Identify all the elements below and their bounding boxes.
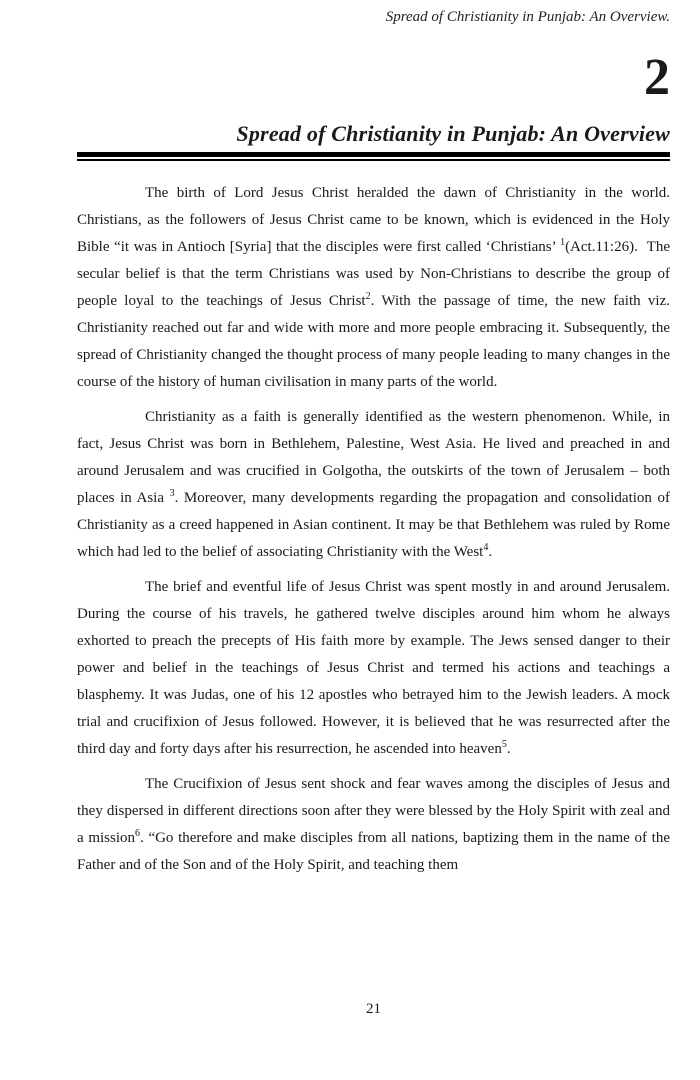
footnote-marker: 2	[365, 291, 371, 302]
footnote-marker: 5	[501, 739, 507, 750]
footnote-marker: 1	[560, 237, 566, 248]
title-rule	[77, 152, 670, 161]
page-number: 21	[366, 1001, 381, 1017]
body-text	[77, 180, 670, 879]
footnote-marker: 4	[483, 542, 489, 553]
chapter-number: 2	[644, 49, 670, 106]
footnote-marker: 3	[169, 488, 175, 499]
paragraph: Christianity as a faith is generally identified as the western phenomenon. While, in fact, Jesus Christ was born in Bethlehem, Palestine, West Asia. He lived and preached in and around Jerusalem and was crucified in Golgotha, the outskirts of the town of Jerusalem – both places in Asia $^3$. Moreover, many developments regarding the propagation and consolidation of Christianity as a creed happened in Asian continent. It may be that Bethlehem was ruled by Rome which had led to the belief of associating Christianity with the West$^4$.	[77, 409, 670, 560]
chapter-title: Spread of Christianity in Punjab: An Overview	[236, 121, 670, 146]
running-head: Spread of Christianity in Punjab: An Overview.	[385, 9, 670, 25]
paragraph: The brief and eventful life of Jesus Christ was spent mostly in and around Jerusalem. During the course of his travels, he gathered twelve disciples around him whom he always exhorted to preach the precepts of His faith more by example. The Jews sensed danger to their power and belief in the teachings of Jesus Christ and termed his actions and teachings a blasphemy. It was Judas, one of his 12 apostles who betrayed him to the Jewish leaders. A mock trial and crucifixion of Jesus followed. However, it is believed that he was resurrected after the third day and forty days after his resurrection, he ascended into heaven$^5$.	[77, 579, 670, 757]
paragraph: The birth of Lord Jesus Christ heralded the dawn of Christianity in the world. Christians, as the followers of Jesus Christ came to be known, which is evidenced in the Holy Bible “it was in Antioch [Syria] that the disciples were first called ‘Christians’ $^1$(Act.11:26). The secular belief is that the term Christians was used by Non-Christians to describe the group of people loyal to the teachings of Jesus Christ$^2$. With the passage of time, the new faith viz. Christianity reached out far and wide with more and more people embracing it. Subsequently, the spread of Christianity changed the thought process of many people leading to many changes in the course of the history of human civilisation in many parts of the world.	[77, 185, 670, 390]
paragraph: The Crucifixion of Jesus sent shock and fear waves among the disciples of Jesus and they dispersed in different directions soon after they were blessed by the Holy Spirit with zeal and a mission$^6$. “Go therefore and make disciples from all nations, baptizing them in the name of the Father and of the Son and of the Holy Spirit, and teaching them	[77, 776, 670, 873]
footnote-marker: 6	[135, 828, 141, 839]
